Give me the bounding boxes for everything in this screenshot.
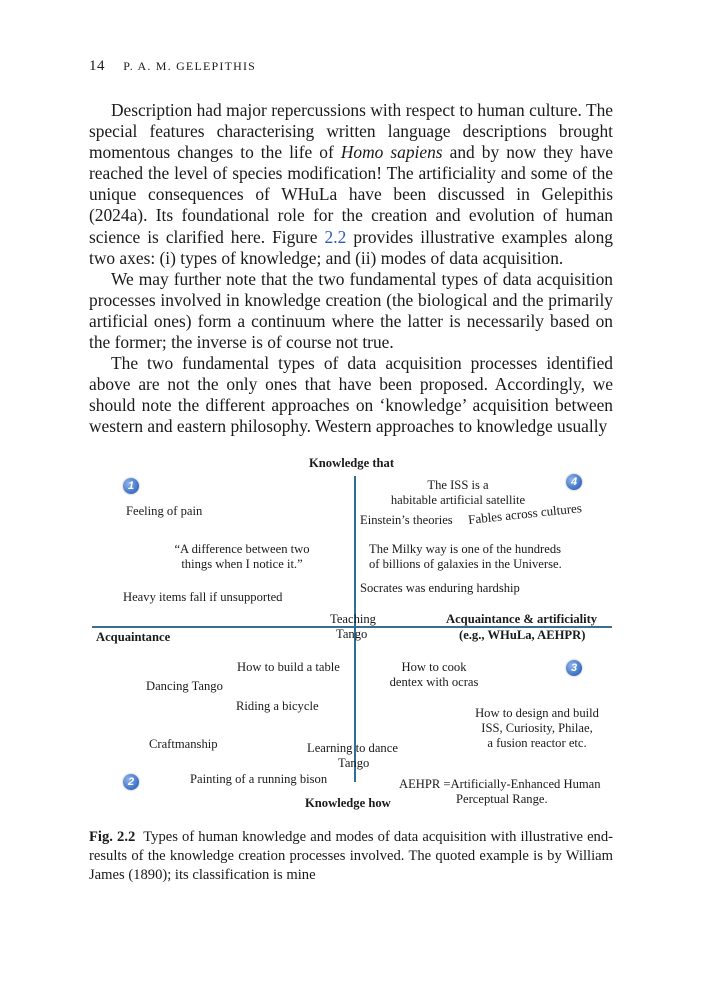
example-milky-way-line-1: The Milky way is one of the hundreds [369, 542, 562, 556]
axis-label-right-example: (e.g., WHuLa, AEHPR) [459, 628, 586, 642]
example-learning-to-dance: Learning to dance [307, 741, 398, 755]
example-teaching-tango: Tango [336, 627, 368, 641]
page-number: 14 [89, 58, 105, 74]
example-learning-tango: Tango [338, 756, 370, 770]
figure-caption [89, 828, 613, 885]
example-aehpr-line-1: AEHPR =Artificially-Enhanced Human [399, 777, 601, 791]
example-riding-bicycle: Riding a bicycle [236, 699, 319, 713]
example-iss-line-2: habitable artificial satellite [390, 493, 526, 507]
example-heavy-items: Heavy items fall if unsupported [123, 590, 283, 604]
example-aehpr-line-2: Perceptual Range. [456, 792, 548, 806]
example-iss-line-1: The ISS is a [427, 478, 489, 492]
example-painting-bison: Painting of a running bison [190, 772, 328, 786]
example-james-quote-line-1: “A difference between two [174, 542, 310, 556]
example-design-line-1: How to design and build [475, 706, 599, 720]
example-dancing-tango: Dancing Tango [146, 679, 223, 693]
axis-label-left: Acquaintance [96, 630, 171, 644]
example-james-quote-line-2: things when I notice it.” [181, 557, 303, 571]
figure-label: Fig. 2.2 [89, 829, 136, 845]
example-build-table: How to build a table [237, 660, 340, 674]
paragraph-1: Description had major repercussions with respect to human culture. The special features characterising written language descriptions brought momentous changes to the life of Homo sapiens and by now they have reached the level of species modification! The artificiality and some of the unique consequences of WHuLa have been discussed in Gelepithis (2024a). Its foundational role for the creation and evolution of human science is clarified here. Figure 2.2 provides illustrative examples along two axes: (i) types of knowledge; and (ii) modes of data acquisition. [89, 100, 614, 268]
example-socrates: Socrates was enduring hardship [360, 581, 520, 595]
body-text [89, 100, 613, 438]
caption-text: Types of human knowledge and modes of data acquisition with illustrative end-results of the knowledge creation processes involved. The quoted example is by William James (1890); its classification is mine [89, 829, 614, 883]
example-milky-way-line-2: of billions of galaxies in the Universe. [369, 557, 562, 571]
quadrant-badge-3: 3 [566, 660, 582, 676]
quadrant-badge-4: 4 [566, 474, 582, 490]
running-header [89, 58, 256, 75]
example-einstein: Einstein’s theories [360, 513, 453, 527]
example-cook-line-2: dentex with ocras [389, 675, 479, 689]
axis-label-right: Acquaintance & artificiality [446, 612, 598, 626]
example-design-line-3: a fusion reactor etc. [487, 736, 587, 750]
quadrant-badge-2: 2 [123, 774, 139, 790]
running-author: P. A. M. GELEPITHIS [123, 59, 257, 73]
example-craftmanship: Craftmanship [149, 737, 218, 751]
example-design-line-2: ISS, Curiosity, Philae, [481, 721, 593, 735]
axis-label-bottom: Knowledge how [305, 796, 391, 810]
figure-reference-link[interactable]: 2.2 [324, 226, 347, 247]
quadrant-badge-1: 1 [123, 478, 139, 494]
example-teaching: Teaching [330, 612, 376, 626]
paragraph-2: We may further note that the two fundamental types of data acquisition processes involved in knowledge creation (the biological and the primarily artificial ones) form a continuum where the latter is necessarily based on the former; the inverse is of course not true. [89, 268, 613, 353]
example-feeling-of-pain: Feeling of pain [126, 504, 203, 518]
example-cook-line-1: How to cook [401, 660, 467, 674]
example-fables: Fables across cultures [467, 500, 583, 527]
paragraph-3: The two fundamental types of data acquisition processes identified above are not the only ones that have been proposed. Accordingly, we should note the different approaches on ‘knowledge’ acquisition between western and eastern philosophy. Western approaches to knowledge usually [89, 353, 613, 437]
italic-term: Homo sapiens [340, 142, 443, 163]
axis-label-top: Knowledge that [309, 456, 395, 470]
